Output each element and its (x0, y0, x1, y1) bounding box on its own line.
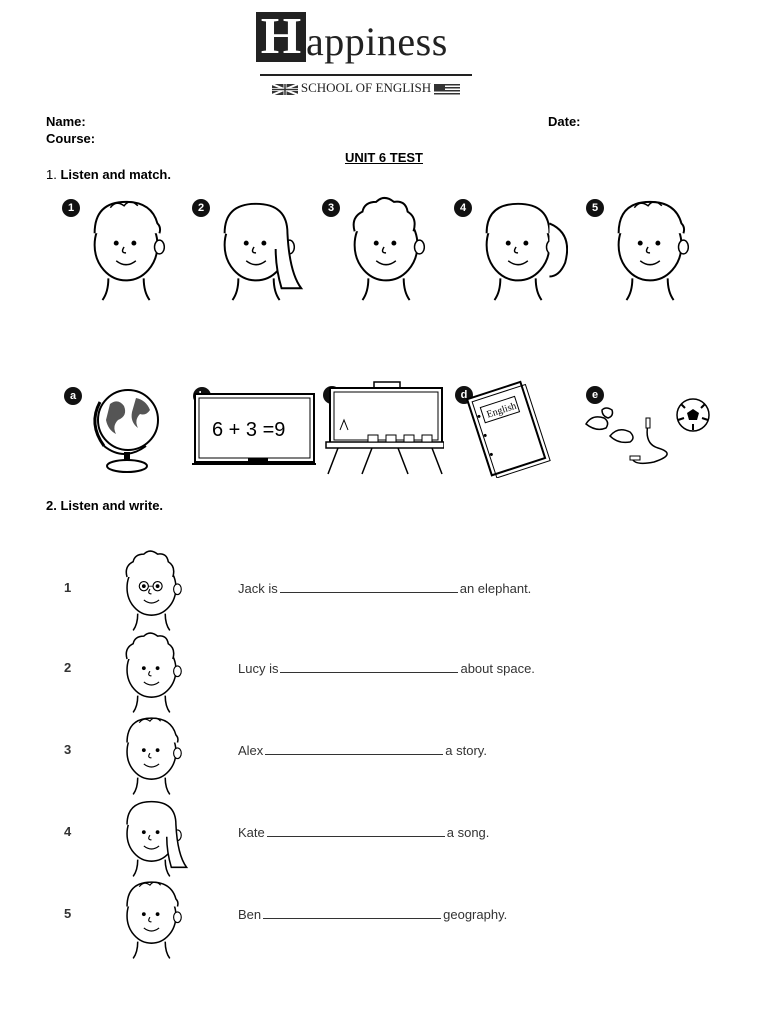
logo-wordmark: appiness (306, 19, 448, 64)
sentence-start: Lucy is (238, 661, 279, 676)
sentence-number: 4 (64, 824, 72, 839)
face-badge-2: 2 (192, 199, 210, 217)
face-badge-1: 1 (62, 199, 80, 217)
sports-items-icon (582, 396, 712, 470)
object-badge-d: d (455, 386, 473, 404)
child-face-5 (604, 194, 700, 307)
sentence-start: Jack is (238, 581, 278, 596)
answer-blank[interactable] (263, 906, 441, 919)
school-name: SCHOOL OF ENGLISH (300, 80, 432, 95)
child-face-1 (80, 194, 176, 307)
child-portrait (112, 630, 194, 719)
child-face-2 (210, 194, 306, 307)
notebook-icon (462, 378, 554, 478)
sentence-end: geography. (443, 907, 508, 922)
object-badge-e: e (586, 386, 604, 404)
logo-initial: H (256, 12, 306, 62)
date-field-label: Date: (548, 114, 581, 129)
sentence-start: Alex (238, 743, 264, 758)
sentence-line (238, 742, 487, 758)
sentence-end: about space. (460, 661, 535, 676)
sentence-line (238, 824, 489, 840)
sentence-end: a song. (446, 825, 490, 840)
child-portrait (112, 876, 194, 965)
test-title: UNIT 6 TEST (344, 150, 423, 165)
sentence-number: 5 (64, 906, 72, 921)
child-portrait (112, 794, 194, 883)
answer-blank[interactable] (267, 824, 445, 837)
answer-blank[interactable] (280, 580, 458, 593)
notebook-label: English (485, 400, 518, 421)
logo-subtitle (260, 80, 472, 96)
answer-blank[interactable] (280, 660, 458, 673)
answer-blank[interactable] (265, 742, 443, 755)
board-equation: 6 + 3 =9 (212, 419, 286, 441)
child-face-3 (340, 194, 436, 307)
sentence-number: 1 (64, 580, 72, 595)
whiteboard-icon (188, 390, 318, 468)
sentence-number: 2 (64, 660, 72, 675)
question-1-heading (46, 167, 171, 183)
question-2-number: 2. (46, 498, 57, 513)
us-flag-icon (434, 84, 460, 95)
face-badge-3: 3 (322, 199, 340, 217)
question-1-number: 1. (46, 167, 57, 182)
face-badge-5: 5 (586, 199, 604, 217)
name-field-label: Name: (46, 114, 86, 129)
uk-flag-icon (272, 84, 298, 95)
sentence-line (238, 906, 507, 922)
sentence-end: a story. (445, 743, 487, 758)
child-face-4 (472, 194, 568, 307)
question-1-text: Listen and match. (60, 167, 171, 182)
globe-icon (84, 378, 164, 476)
sentence-start: Kate (238, 825, 265, 840)
sentence-line (238, 580, 531, 596)
child-portrait (112, 548, 194, 637)
question-2-text: Listen and write. (60, 498, 164, 513)
logo-divider (260, 74, 472, 76)
question-2-heading (46, 498, 163, 514)
sentence-start: Ben (238, 907, 262, 922)
sentence-line (238, 660, 535, 676)
sentence-end: an elephant. (459, 581, 532, 596)
object-badge-a: a (64, 387, 82, 405)
blackboard-icon (322, 380, 444, 476)
child-portrait (112, 712, 194, 801)
face-badge-4: 4 (454, 199, 472, 217)
sentence-number: 3 (64, 742, 72, 757)
course-field-label: Course: (46, 131, 96, 146)
